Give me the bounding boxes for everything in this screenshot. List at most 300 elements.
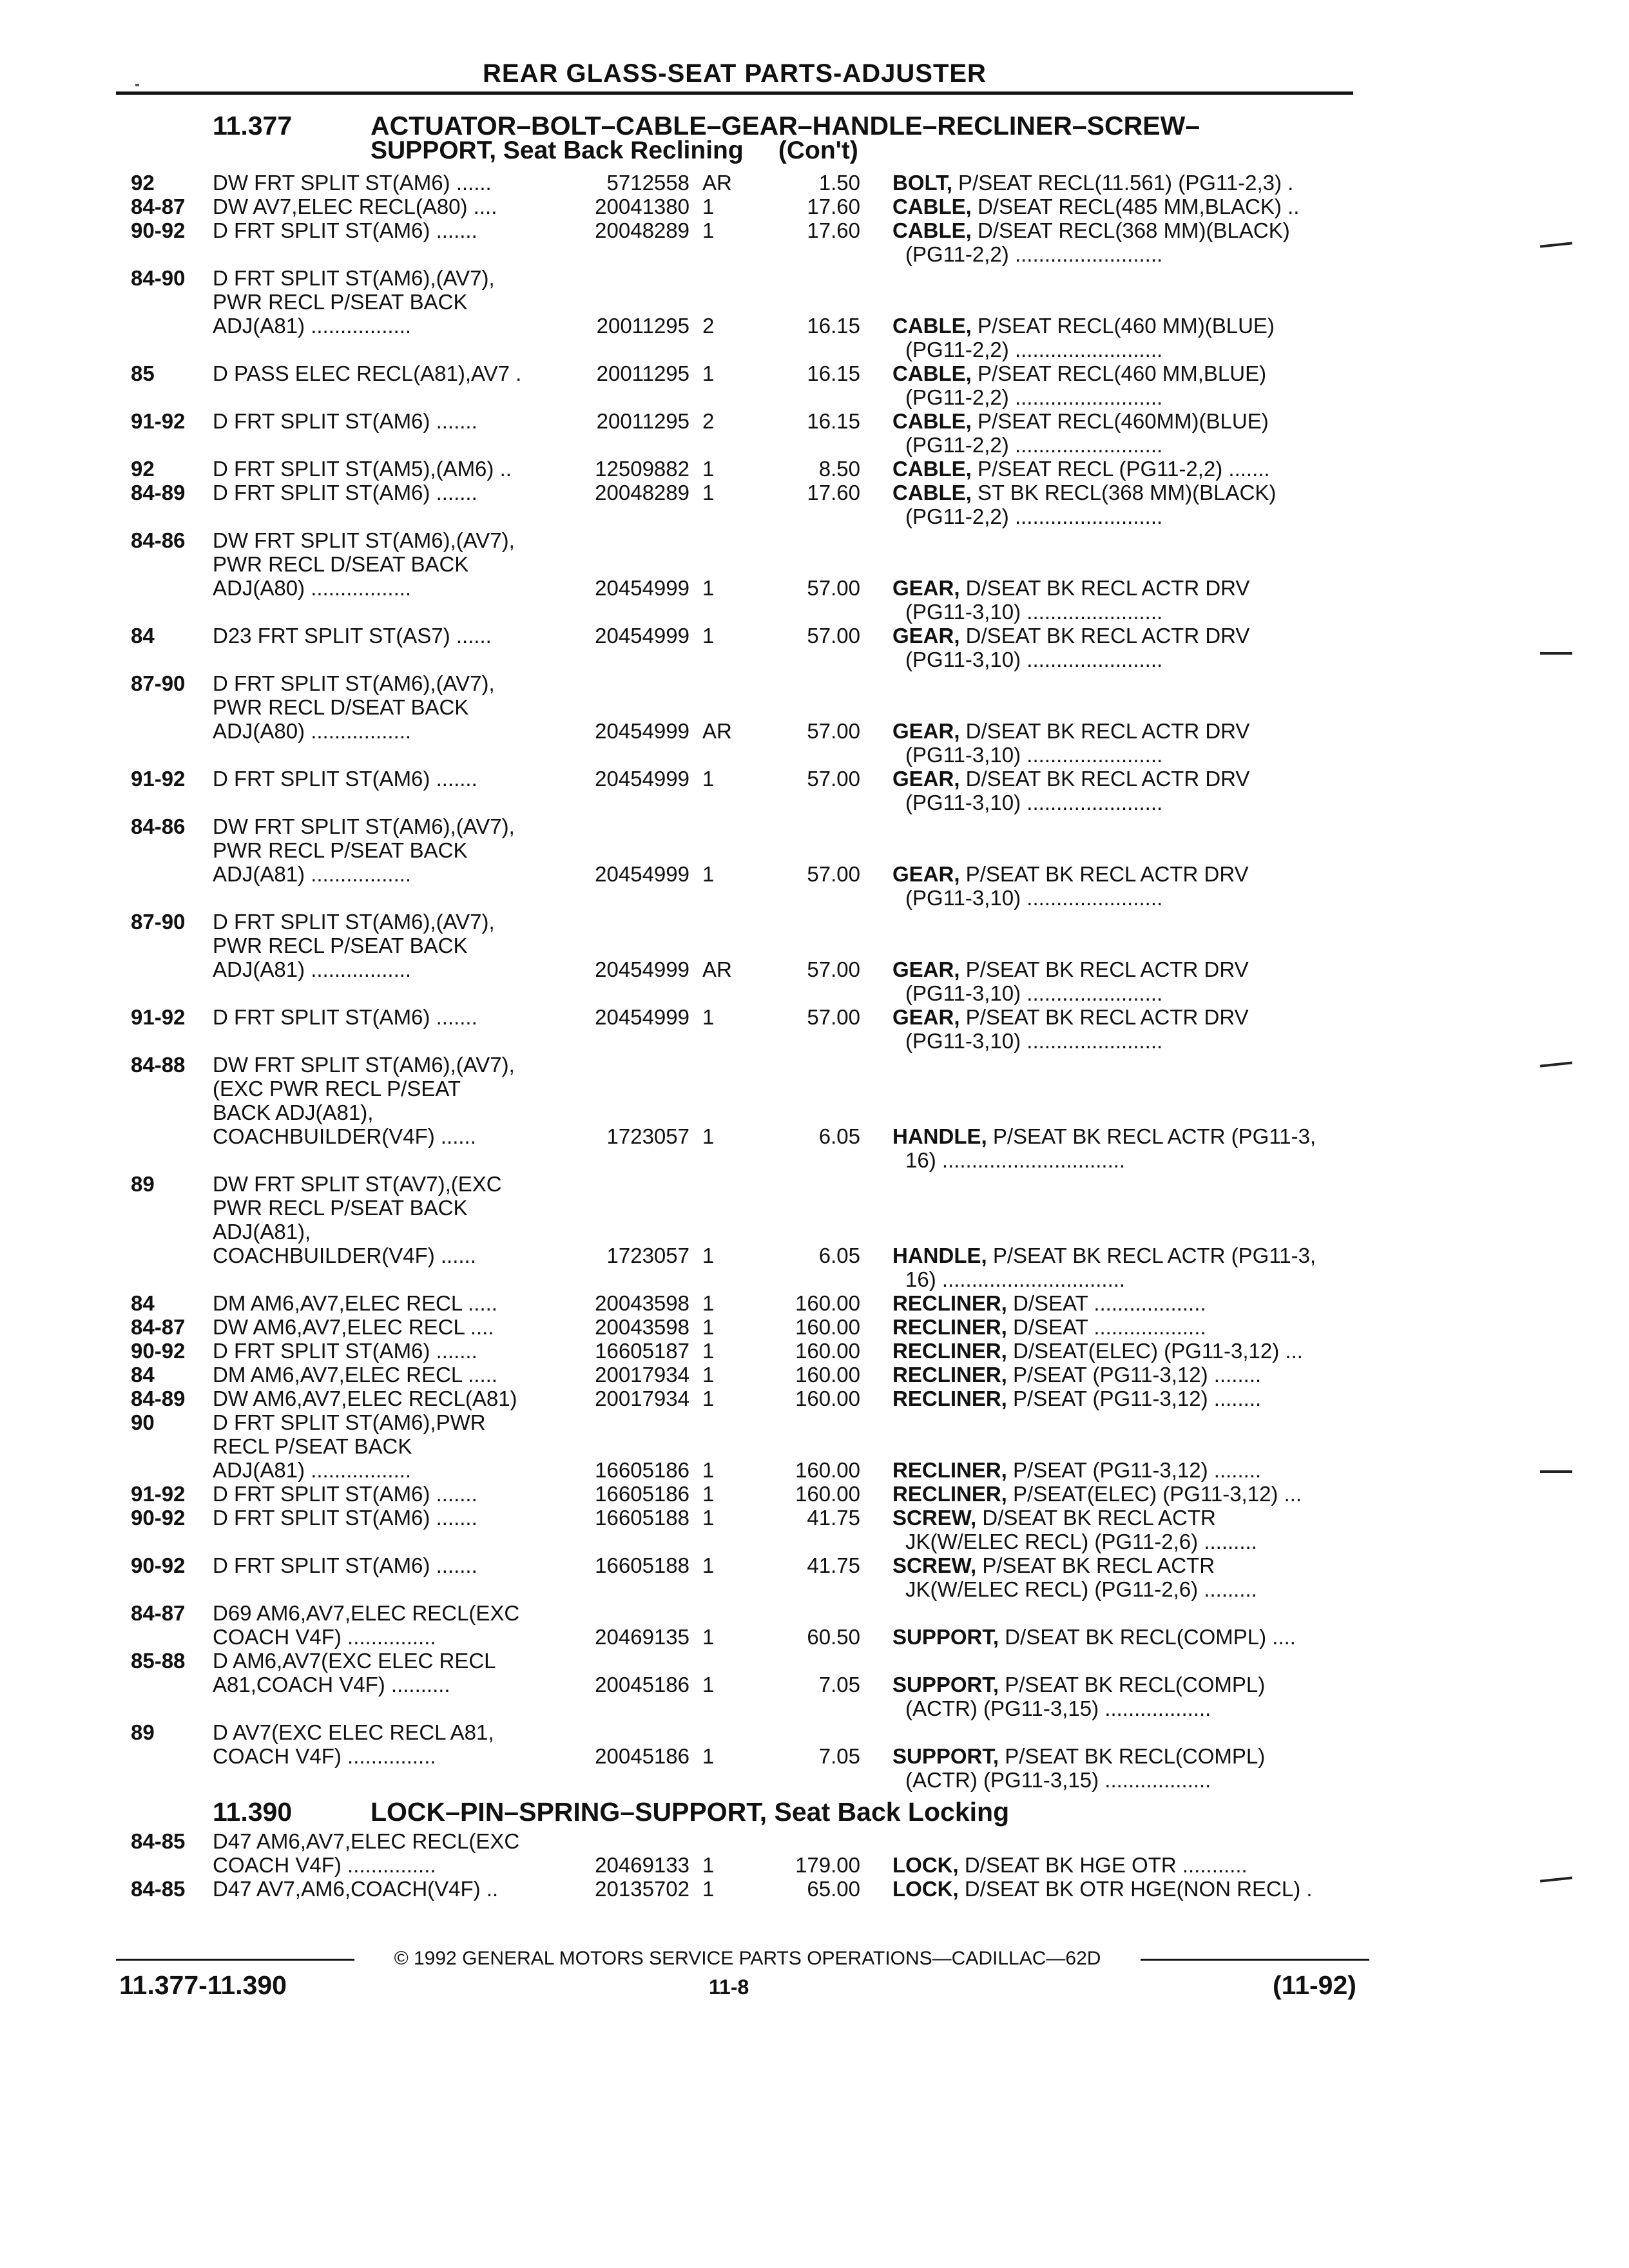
part-description — [892, 1553, 1356, 1601]
application-line: DW FRT SPLIT ST(AM6) ...... — [213, 171, 492, 195]
part-description — [892, 1339, 1356, 1363]
price: 160.00 — [795, 1458, 860, 1482]
section-number: 11.377 — [213, 111, 293, 140]
description-line: CABLE, D/SEAT RECL(368 MM)(BLACK) — [892, 218, 1290, 242]
model-years: 91-92 — [131, 1005, 186, 1029]
application-line: D FRT SPLIT ST(AM6) ....... — [213, 1482, 477, 1506]
part-number: 20048289 — [595, 481, 689, 505]
part-number: 20454999 — [595, 1005, 689, 1029]
description-line: GEAR, D/SEAT BK RECL ACTR DRV — [892, 767, 1250, 791]
quantity: 1 — [702, 767, 715, 791]
description-line: SUPPORT, D/SEAT BK RECL(COMPL) .... — [892, 1625, 1296, 1649]
description-continuation: (PG11-2,2) ......................... — [905, 505, 1163, 528]
part-number: 16605186 — [595, 1458, 689, 1482]
description-continuation: JK(W/ELEC RECL) (PG11-2,6) ......... — [905, 1577, 1257, 1601]
description-line: GEAR, D/SEAT BK RECL ACTR DRV — [892, 624, 1250, 648]
price: 17.60 — [807, 481, 860, 505]
description-continuation: 16) ............................... — [905, 1148, 1126, 1172]
application-line: D FRT SPLIT ST(AM6) ....... — [213, 409, 477, 433]
application-line: PWR RECL D/SEAT BACK — [213, 552, 469, 576]
application-line: DM AM6,AV7,ELEC RECL ..... — [213, 1363, 497, 1387]
part-description — [892, 1506, 1356, 1553]
description-continuation: (ACTR) (PG11-3,15) .................. — [905, 1768, 1211, 1792]
description-line: RECLINER, P/SEAT (PG11-3,12) ........ — [892, 1363, 1262, 1387]
quantity: 1 — [702, 218, 715, 242]
application-line: D FRT SPLIT ST(AM6) ....... — [213, 1339, 477, 1363]
application-line: DW FRT SPLIT ST(AM6),(AV7), — [213, 1053, 515, 1077]
description-continuation: (PG11-3,10) ....................... — [905, 886, 1163, 910]
part-number: 1723057 — [606, 1124, 689, 1148]
quantity: 1 — [702, 1877, 715, 1901]
application — [213, 1506, 561, 1530]
part-description — [892, 1877, 1356, 1901]
price: 57.00 — [807, 624, 860, 648]
model-years: 91-92 — [131, 767, 186, 791]
application-line: D FRT SPLIT ST(AM6) ....... — [213, 1005, 477, 1029]
description-line: HANDLE, P/SEAT BK RECL ACTR (PG11-3, — [892, 1124, 1316, 1148]
price: 160.00 — [795, 1315, 860, 1339]
description-line: RECLINER, D/SEAT ................... — [892, 1315, 1206, 1339]
price: 160.00 — [795, 1363, 860, 1387]
footer-date: (11-92) — [1273, 1970, 1356, 2000]
price: 57.00 — [807, 862, 860, 886]
application-line: DW FRT SPLIT ST(AV7),(EXC — [213, 1172, 502, 1196]
application-line: BACK ADJ(A81), — [213, 1100, 374, 1124]
model-years: 84-87 — [131, 1601, 186, 1625]
application — [213, 767, 561, 791]
part-description — [892, 1673, 1356, 1720]
application-line: COACHBUILDER(V4F) ...... — [213, 1244, 476, 1267]
part-number: 20135702 — [595, 1877, 689, 1901]
part-description — [892, 862, 1356, 910]
application-line: DW AM6,AV7,ELEC RECL(A81) — [213, 1387, 517, 1410]
application — [213, 671, 561, 743]
part-number: 20011295 — [596, 361, 689, 385]
part-number: 20041380 — [595, 195, 689, 218]
model-years: 84-88 — [131, 1053, 186, 1077]
application — [213, 1172, 561, 1267]
application-line: DW FRT SPLIT ST(AM6),(AV7), — [213, 814, 515, 838]
application-line: D FRT SPLIT ST(AM6),(AV7), — [213, 266, 495, 290]
part-description — [892, 1482, 1356, 1506]
quantity: 1 — [702, 1853, 715, 1877]
application — [213, 528, 561, 600]
part-description — [892, 171, 1356, 195]
quantity: 1 — [702, 361, 715, 385]
description-line: CABLE, P/SEAT RECL(460 MM,BLUE) — [892, 361, 1267, 385]
margin-mark — [1540, 1061, 1572, 1067]
price: 60.50 — [807, 1625, 860, 1649]
quantity: 1 — [702, 1339, 715, 1363]
model-years: 84-90 — [131, 266, 186, 290]
description-continuation: (PG11-3,10) ....................... — [905, 981, 1163, 1005]
model-years: 90-92 — [131, 1506, 186, 1530]
application — [213, 457, 561, 481]
application — [213, 1410, 561, 1482]
model-years: 91-92 — [131, 409, 186, 433]
description-line: CABLE, P/SEAT RECL (PG11-2,2) ....... — [892, 457, 1270, 481]
description-line: GEAR, D/SEAT BK RECL ACTR DRV — [892, 719, 1250, 743]
model-years: 84-86 — [131, 528, 186, 552]
price: 16.15 — [807, 361, 860, 385]
description-line: GEAR, D/SEAT BK RECL ACTR DRV — [892, 576, 1250, 600]
margin-mark — [1540, 1876, 1572, 1882]
model-years: 89 — [131, 1720, 155, 1744]
price: 6.05 — [818, 1244, 860, 1267]
part-description — [892, 1853, 1356, 1877]
quantity: 1 — [702, 1387, 715, 1410]
part-description — [892, 1387, 1356, 1410]
application-line: ADJ(A81) ................. — [213, 314, 412, 338]
model-years: 90-92 — [131, 1553, 186, 1577]
part-description — [892, 624, 1356, 671]
description-line: SUPPORT, P/SEAT BK RECL(COMPL) — [892, 1744, 1266, 1768]
part-description — [892, 1244, 1356, 1291]
application-line: ADJ(A81) ................. — [213, 862, 412, 886]
application — [213, 266, 561, 338]
application — [213, 910, 561, 981]
part-description — [892, 767, 1356, 814]
part-number: 5712558 — [606, 171, 689, 195]
part-number: 20454999 — [595, 576, 689, 600]
part-description — [892, 409, 1356, 457]
description-line: GEAR, P/SEAT BK RECL ACTR DRV — [892, 957, 1249, 981]
quantity: 1 — [702, 862, 715, 886]
description-line: RECLINER, P/SEAT(ELEC) (PG11-3,12) ... — [892, 1482, 1302, 1506]
price: 57.00 — [807, 1005, 860, 1029]
price: 179.00 — [795, 1853, 860, 1877]
model-years: 84 — [131, 1291, 155, 1315]
description-line: SCREW, P/SEAT BK RECL ACTR — [892, 1553, 1215, 1577]
part-description — [892, 481, 1356, 528]
application-line: D23 FRT SPLIT ST(AS7) ...... — [213, 624, 492, 648]
application-line: DW AM6,AV7,ELEC RECL .... — [213, 1315, 494, 1339]
part-description — [892, 361, 1356, 409]
application-line: (EXC PWR RECL P/SEAT — [213, 1077, 461, 1100]
part-description — [892, 314, 1356, 361]
footer-copyright: © 1992 GENERAL MOTORS SERVICE PARTS OPERATIONS—CADILLAC—62D — [394, 1948, 1101, 1969]
price: 41.75 — [807, 1553, 860, 1577]
description-continuation: (PG11-2,2) ......................... — [905, 433, 1163, 457]
model-years: 84-87 — [131, 1315, 186, 1339]
model-years: 85 — [131, 361, 155, 385]
application — [213, 1877, 561, 1901]
part-description — [892, 719, 1356, 767]
description-continuation: (ACTR) (PG11-3,15) .................. — [905, 1696, 1211, 1720]
quantity: 1 — [702, 1291, 715, 1315]
application-line: PWR RECL P/SEAT BACK — [213, 290, 468, 314]
margin-mark — [1540, 1470, 1572, 1473]
part-number: 20454999 — [595, 624, 689, 648]
part-number: 20011295 — [596, 314, 689, 338]
footer-page-number: 11-8 — [709, 1975, 749, 1999]
application-line: D FRT SPLIT ST(AM6),(AV7), — [213, 671, 495, 695]
model-years: 92 — [131, 457, 155, 481]
application-line: D FRT SPLIT ST(AM6) ....... — [213, 218, 477, 242]
description-line: LOCK, D/SEAT BK OTR HGE(NON RECL) . — [892, 1877, 1313, 1901]
application-line: PWR RECL P/SEAT BACK — [213, 838, 468, 862]
model-years: 92 — [131, 171, 155, 195]
application — [213, 1829, 561, 1877]
quantity: 1 — [702, 1363, 715, 1387]
application-line: COACHBUILDER(V4F) ...... — [213, 1124, 476, 1148]
description-line: LOCK, D/SEAT BK HGE OTR ........... — [892, 1853, 1248, 1877]
part-number: 20043598 — [595, 1315, 689, 1339]
application — [213, 1363, 561, 1387]
application-line: D FRT SPLIT ST(AM6) ....... — [213, 1553, 477, 1577]
application — [213, 1315, 561, 1339]
description-line: CABLE, P/SEAT RECL(460MM)(BLUE) — [892, 409, 1269, 433]
price: 17.60 — [807, 195, 860, 218]
part-number: 20454999 — [595, 719, 689, 743]
application-line: DW FRT SPLIT ST(AM6),(AV7), — [213, 528, 515, 552]
part-description — [892, 1315, 1356, 1339]
part-number: 16605187 — [595, 1339, 689, 1363]
application-line: D AV7(EXC ELEC RECL A81, — [213, 1720, 494, 1744]
part-number: 20043598 — [595, 1291, 689, 1315]
part-description — [892, 1458, 1356, 1482]
part-number: 20045186 — [595, 1744, 689, 1768]
quantity: 1 — [702, 1005, 715, 1029]
application-line: PWR RECL P/SEAT BACK — [213, 934, 468, 957]
quantity: 1 — [702, 1458, 715, 1482]
description-line: CABLE, P/SEAT RECL(460 MM)(BLUE) — [892, 314, 1275, 338]
quantity: AR — [702, 957, 732, 981]
price: 57.00 — [807, 719, 860, 743]
description-continuation: (PG11-3,10) ....................... — [905, 791, 1163, 814]
description-line: BOLT, P/SEAT RECL(11.561) (PG11-2,3) . — [892, 171, 1294, 195]
quantity: 1 — [702, 624, 715, 648]
application — [213, 409, 561, 433]
part-number: 16605188 — [595, 1553, 689, 1577]
description-line: SUPPORT, P/SEAT BK RECL(COMPL) — [892, 1673, 1266, 1696]
part-description — [892, 1744, 1356, 1792]
price: 17.60 — [807, 218, 860, 242]
application-line: PWR RECL D/SEAT BACK — [213, 695, 469, 719]
application — [213, 1053, 561, 1148]
description-line: GEAR, P/SEAT BK RECL ACTR DRV — [892, 1005, 1249, 1029]
application — [213, 1720, 561, 1768]
application-line: DM AM6,AV7,ELEC RECL ..... — [213, 1291, 497, 1315]
quantity: 1 — [702, 1244, 715, 1267]
margin-mark — [1540, 652, 1572, 655]
price: 6.05 — [818, 1124, 860, 1148]
application-line: D47 AV7,AM6,COACH(V4F) .. — [213, 1877, 499, 1901]
part-number: 12509882 — [595, 457, 689, 481]
price: 16.15 — [807, 314, 860, 338]
section-number: 11.390 — [213, 1797, 293, 1827]
application-line: ADJ(A81), — [213, 1220, 311, 1244]
description-continuation: JK(W/ELEC RECL) (PG11-2,6) ......... — [905, 1530, 1257, 1553]
quantity: 1 — [702, 1482, 715, 1506]
part-number: 20017934 — [595, 1387, 689, 1410]
application-line: D69 AM6,AV7,ELEC RECL(EXC — [213, 1601, 520, 1625]
application-line: D AM6,AV7(EXC ELEC RECL — [213, 1649, 496, 1673]
price: 160.00 — [795, 1291, 860, 1315]
application — [213, 1005, 561, 1029]
application — [213, 1553, 561, 1577]
application-line: COACH V4F) ............... — [213, 1625, 436, 1649]
quantity: AR — [702, 171, 732, 195]
application — [213, 481, 561, 505]
application — [213, 1387, 561, 1410]
description-line: RECLINER, P/SEAT (PG11-3,12) ........ — [892, 1458, 1262, 1482]
price: 7.05 — [818, 1673, 860, 1696]
footer-rule-left — [116, 1959, 354, 1961]
description-line: RECLINER, P/SEAT (PG11-3,12) ........ — [892, 1387, 1262, 1410]
quantity: 1 — [702, 481, 715, 505]
part-number: 16605188 — [595, 1506, 689, 1530]
application-line: D FRT SPLIT ST(AM6),(AV7), — [213, 910, 495, 934]
quantity: 1 — [702, 1553, 715, 1577]
model-years: 89 — [131, 1172, 155, 1196]
application-line: ADJ(A80) ................. — [213, 719, 412, 743]
price: 160.00 — [795, 1339, 860, 1363]
part-description — [892, 218, 1356, 266]
application-line: ADJ(A80) ................. — [213, 576, 412, 600]
description-line: GEAR, P/SEAT BK RECL ACTR DRV — [892, 862, 1249, 886]
footer-rule-right — [1141, 1959, 1369, 1961]
price: 7.05 — [818, 1744, 860, 1768]
part-description — [892, 1625, 1356, 1649]
part-description — [892, 576, 1356, 624]
description-continuation: (PG11-2,2) ......................... — [905, 385, 1163, 409]
application-line: D FRT SPLIT ST(AM6) ....... — [213, 1506, 477, 1530]
price: 8.50 — [818, 457, 860, 481]
application — [213, 195, 561, 218]
application-line: RECL P/SEAT BACK — [213, 1434, 412, 1458]
application-line: A81,COACH V4F) .......... — [213, 1673, 450, 1696]
part-description — [892, 957, 1356, 1005]
price: 57.00 — [807, 767, 860, 791]
description-continuation: (PG11-3,10) ....................... — [905, 600, 1163, 624]
footer-section-range: 11.377-11.390 — [119, 1970, 287, 2000]
model-years: 85-88 — [131, 1649, 186, 1673]
price: 160.00 — [795, 1387, 860, 1410]
application-line: COACH V4F) ............... — [213, 1853, 436, 1877]
description-line: SCREW, D/SEAT BK RECL ACTR — [892, 1506, 1216, 1530]
quantity: 1 — [702, 576, 715, 600]
price: 16.15 — [807, 409, 860, 433]
part-number: 20454999 — [595, 957, 689, 981]
model-years: 84 — [131, 1363, 155, 1387]
header-rule — [116, 91, 1353, 95]
model-years: 90-92 — [131, 218, 186, 242]
application-line: D FRT SPLIT ST(AM6),PWR — [213, 1410, 486, 1434]
part-description — [892, 457, 1356, 481]
quantity: 1 — [702, 1124, 715, 1148]
model-years: 84 — [131, 624, 155, 648]
model-years: 84-86 — [131, 814, 186, 838]
application — [213, 1601, 561, 1649]
page-title: REAR GLASS-SEAT PARTS-ADJUSTER — [483, 59, 987, 88]
price: 65.00 — [807, 1877, 860, 1901]
application — [213, 361, 561, 385]
section-title: ACTUATOR–BOLT–CABLE–GEAR–HANDLE–RECLINER–SCREW– — [371, 111, 1200, 140]
quantity: 1 — [702, 457, 715, 481]
part-number: 20454999 — [595, 862, 689, 886]
part-number: 20045186 — [595, 1673, 689, 1696]
description-line: RECLINER, D/SEAT(ELEC) (PG11-3,12) ... — [892, 1339, 1303, 1363]
application-line: DW AV7,ELEC RECL(A80) .... — [213, 195, 497, 218]
price: 41.75 — [807, 1506, 860, 1530]
application — [213, 1649, 561, 1696]
model-years: 90-92 — [131, 1339, 186, 1363]
quantity: 1 — [702, 1506, 715, 1530]
price: 160.00 — [795, 1482, 860, 1506]
price: 57.00 — [807, 957, 860, 981]
quantity: 1 — [702, 1673, 715, 1696]
part-number: 20011295 — [596, 409, 689, 433]
quantity: 2 — [702, 314, 715, 338]
part-number: 20469135 — [595, 1625, 689, 1649]
model-years: 90 — [131, 1410, 155, 1434]
application-line: COACH V4F) ............... — [213, 1744, 436, 1768]
part-number: 20454999 — [595, 767, 689, 791]
quantity: AR — [702, 719, 732, 743]
model-years: 84-85 — [131, 1877, 186, 1901]
model-years: 84-89 — [131, 1387, 186, 1410]
description-line: CABLE, D/SEAT RECL(485 MM,BLACK) .. — [892, 195, 1300, 218]
description-continuation: 16) ............................... — [905, 1267, 1126, 1291]
application — [213, 1482, 561, 1506]
description-continuation: (PG11-3,10) ....................... — [905, 743, 1163, 767]
part-description — [892, 1005, 1356, 1053]
description-line: CABLE, ST BK RECL(368 MM)(BLACK) — [892, 481, 1277, 505]
application — [213, 218, 561, 242]
part-number: 1723057 — [606, 1244, 689, 1267]
part-number: 20469133 — [595, 1853, 689, 1877]
model-years: 84-87 — [131, 195, 186, 218]
application — [213, 624, 561, 648]
quantity: 1 — [702, 1315, 715, 1339]
price: 57.00 — [807, 576, 860, 600]
model-years: 87-90 — [131, 671, 186, 695]
section-title: LOCK–PIN–SPRING–SUPPORT, Seat Back Locking — [371, 1797, 1010, 1827]
description-continuation: (PG11-2,2) ......................... — [905, 338, 1163, 361]
application-line: D PASS ELEC RECL(A81),AV7 . — [213, 361, 522, 385]
part-description — [892, 195, 1356, 218]
part-number: 16605186 — [595, 1482, 689, 1506]
description-line: RECLINER, D/SEAT ................... — [892, 1291, 1206, 1315]
model-years: 91-92 — [131, 1482, 186, 1506]
application — [213, 1291, 561, 1315]
margin-mark — [1540, 242, 1572, 247]
application-line: D FRT SPLIT ST(AM5),(AM6) .. — [213, 457, 512, 481]
application-line: PWR RECL P/SEAT BACK — [213, 1196, 468, 1220]
application — [213, 171, 561, 195]
application-line: ADJ(A81) ................. — [213, 1458, 412, 1482]
application — [213, 1339, 561, 1363]
price: 1.50 — [818, 171, 860, 195]
section-title-continued: SUPPORT, Seat Back Reclining (Con't) — [371, 137, 858, 164]
application-line: D FRT SPLIT ST(AM6) ....... — [213, 481, 477, 505]
model-years: 84-89 — [131, 481, 186, 505]
quantity: 1 — [702, 1625, 715, 1649]
part-description — [892, 1124, 1356, 1172]
application-line: ADJ(A81) ................. — [213, 957, 412, 981]
quantity: 2 — [702, 409, 715, 433]
application-line: D47 AM6,AV7,ELEC RECL(EXC — [213, 1829, 520, 1853]
model-years: 84-85 — [131, 1829, 186, 1853]
part-number: 20048289 — [595, 218, 689, 242]
description-continuation: (PG11-3,10) ....................... — [905, 1029, 1163, 1053]
description-line: HANDLE, P/SEAT BK RECL ACTR (PG11-3, — [892, 1244, 1316, 1267]
description-continuation: (PG11-2,2) ......................... — [905, 242, 1163, 266]
part-number: 20017934 — [595, 1363, 689, 1387]
application-line: D FRT SPLIT ST(AM6) ....... — [213, 767, 477, 791]
application — [213, 814, 561, 886]
